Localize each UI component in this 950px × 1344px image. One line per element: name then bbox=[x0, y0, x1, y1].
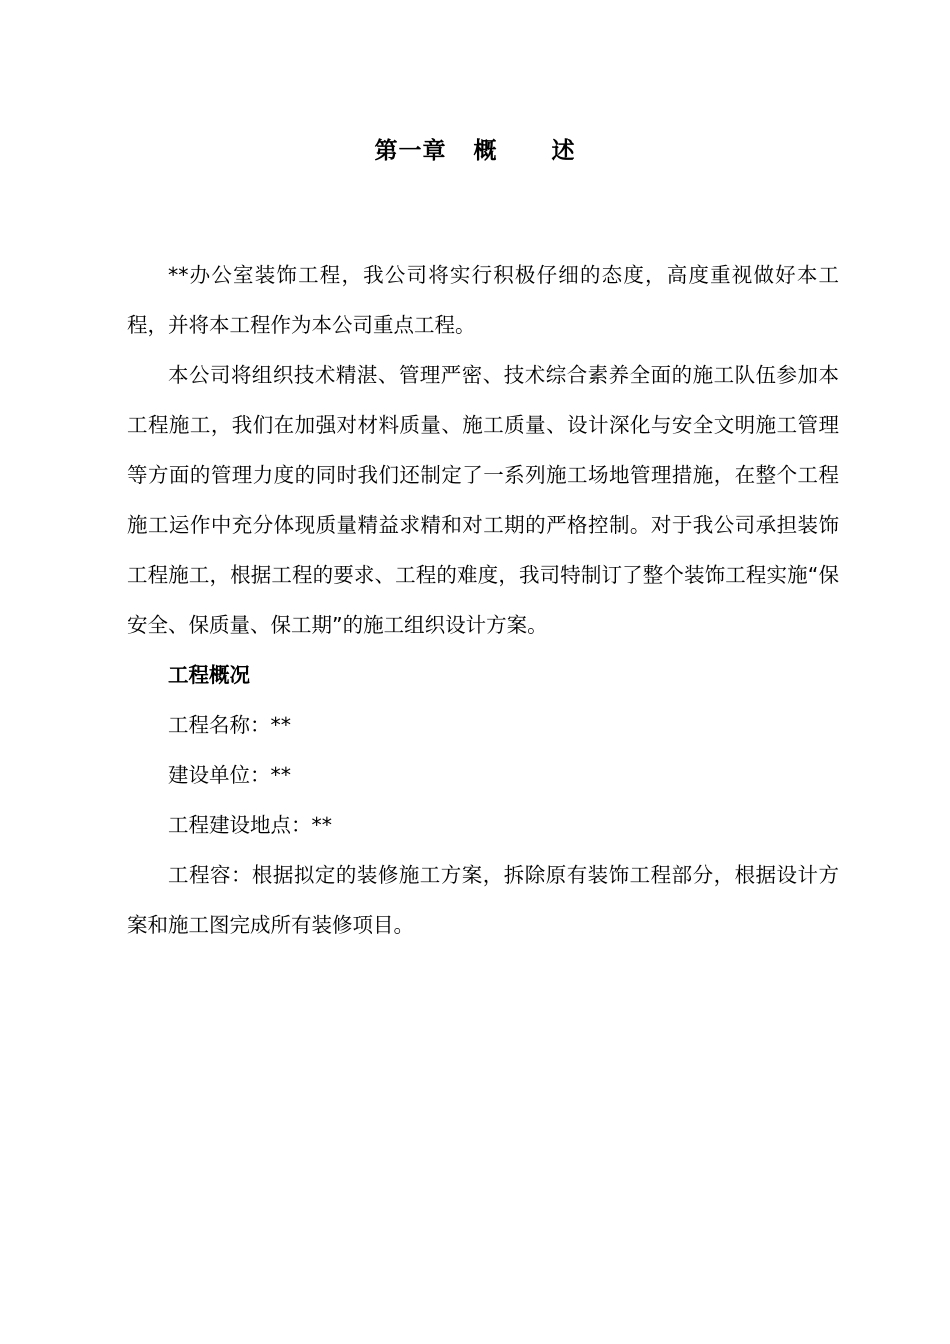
builder-line: 建设单位：** bbox=[168, 763, 291, 787]
project-content-paragraph: 工程容：根据拟定的装修施工方案，拆除原有装饰工程部分，根据设计方案和施工图完成所有装修项目。 bbox=[127, 863, 839, 937]
body-text bbox=[127, 250, 839, 950]
project-name-line: 工程名称：** bbox=[168, 713, 291, 737]
location-line: 工程建设地点：** bbox=[168, 813, 332, 837]
chapter-title: 第一章 概 述 bbox=[374, 138, 576, 164]
intro-paragraph-1: **办公室装饰工程，我公司将实行积极仔细的态度，高度重视做好本工程，并将本工程作为本公司重点工程。 bbox=[127, 263, 839, 337]
section-heading-overview: 工程概况 bbox=[168, 663, 250, 687]
intro-paragraph-2: 本公司将组织技术精湛、管理严密、技术综合素养全面的施工队伍参加本工程施工，我们在加强对材料质量、施工质量、设计深化与安全文明施工管理等方面的管理力度的同时我们还制定了一系列施工场地管理措施，在整个工程施工运作中充分体现质量精益求精和对工期的严格控制。对于我公司承担装饰工程施工，根据工程的要求、工程的难度，我司特制订了整个装饰工程实施“保安全、保质量、保工期”的施工组织设计方案。 bbox=[127, 363, 839, 637]
